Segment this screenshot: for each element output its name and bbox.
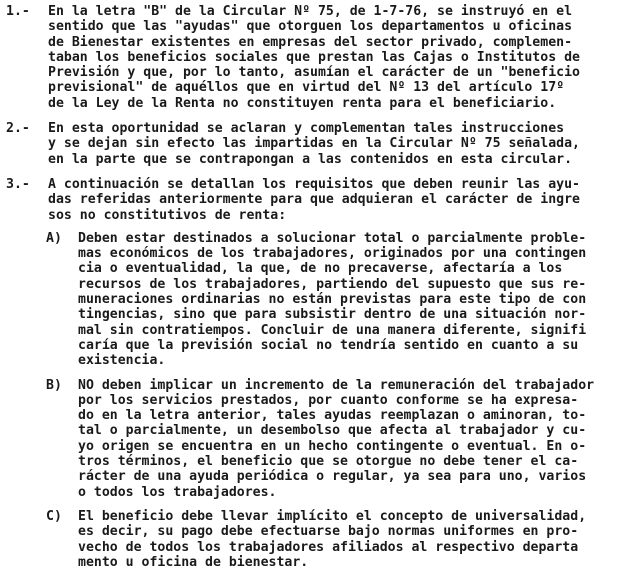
text-line: por los servicios prestados, por cuanto conforme se ha expresa- <box>78 392 579 408</box>
section-number: 2.- <box>6 121 30 137</box>
text-line: sentido que las "ayudas" que otorguen los departamentos u oficinas <box>48 19 573 35</box>
text-line: existencia. <box>78 353 166 369</box>
list-item-c <box>46 509 624 570</box>
text-line: o todos los trabajadores. <box>78 484 277 500</box>
section-text <box>48 177 624 570</box>
text-line: es decir, su pago debe efectuarse bajo normas uniformes en pro- <box>78 524 579 540</box>
text-line: A continuación se detallan los requisitos que deben reunir las ayu- <box>48 176 580 192</box>
text-line: En esta oportunidad se aclaran y complementan tales instrucciones <box>48 121 565 137</box>
section-text <box>48 4 624 111</box>
text-line: recursos de los trabajadores, partiendo del supuesto que sus re- <box>78 276 587 292</box>
text-line: tros términos, el beneficio que se otorgue no debe tener el ca- <box>78 454 579 470</box>
text-line: sos no constitutivos de renta: <box>48 207 287 223</box>
section-text <box>48 121 624 167</box>
text-line: caría que la previsión social no tendría sentido en cuanto a su <box>78 337 579 353</box>
text-line: mento u oficina de bienestar. <box>78 554 309 570</box>
text-line: mal sin contratiempos. Concluir de una manera diferente, signifi <box>78 322 587 338</box>
text-line: Previsión y que, por lo tanto, asumían el carácter de un "beneficio <box>48 65 580 81</box>
text-line: tal o parcialmente, un desembolso que afecta al trabajador y cu- <box>78 423 587 439</box>
text-line: en la parte que se contrapongan a las contenidos en esta circular. <box>48 151 573 167</box>
text-line: rácter de una ayuda periódica o regular, ya sea para uno, varios <box>78 469 587 485</box>
item-text <box>78 378 624 500</box>
item-letter: A) <box>46 230 62 246</box>
text-line: de la Ley de la Renta no constituyen renta para el beneficiario. <box>48 95 557 111</box>
item-letter: B) <box>46 377 62 393</box>
text-line: Deben estar destinados a solucionar total o parcialmente proble- <box>78 230 587 246</box>
section-1 <box>6 4 624 111</box>
text-line: previsional" de aquéllos que en virtud del Nº 13 del artículo 17º <box>48 80 565 96</box>
text-line: En la letra "B" de la Circular Nº 75, de 1-7-76, se instruyó en el <box>48 4 573 19</box>
section-number: 3.- <box>6 176 30 192</box>
section-3 <box>6 177 624 570</box>
text-line: yo origen se encuentra en un hecho contingente o eventual. En o- <box>78 438 587 454</box>
text-line: do en la letra anterior, tales ayudas reemplazan o aminoran, to- <box>78 408 587 424</box>
text-line: das referidas anteriormente para que adquieran el carácter de ingre <box>48 192 580 208</box>
text-line: NO deben implicar un incremento de la remuneración del trabajador <box>78 377 595 393</box>
text-line: y se dejan sin efecto las impartidas en la Circular Nº 75 señalada, <box>48 136 580 152</box>
section-2 <box>6 121 624 167</box>
text-line: mas económicos de los trabajadores, originados por una contingen <box>78 246 587 262</box>
item-letter: C) <box>46 508 62 524</box>
item-text <box>78 509 624 570</box>
text-line: de Bienestar existentes en empresas del sector privado, complemen- <box>48 34 573 50</box>
list-item-a <box>46 231 624 369</box>
text-line: vecho de todos los trabajadores afiliados al respectivo departa <box>78 539 579 555</box>
text-line: muneraciones ordinarias no están previstas para este tipo de con <box>78 292 587 308</box>
text-line: tingencias, sino que para subsistir dentro de una situación nor- <box>78 307 587 323</box>
text-line: El beneficio debe llevar implícito el concepto de universalidad, <box>78 508 587 524</box>
list-item-b <box>46 378 624 500</box>
item-text <box>78 231 624 369</box>
section-number: 1.- <box>6 4 30 19</box>
text-line: cia o eventualidad, la que, de no precaverse, afectaría a los <box>78 261 563 277</box>
text-line: taban los beneficios sociales que prestan las Cajas o Institutos de <box>48 49 580 65</box>
